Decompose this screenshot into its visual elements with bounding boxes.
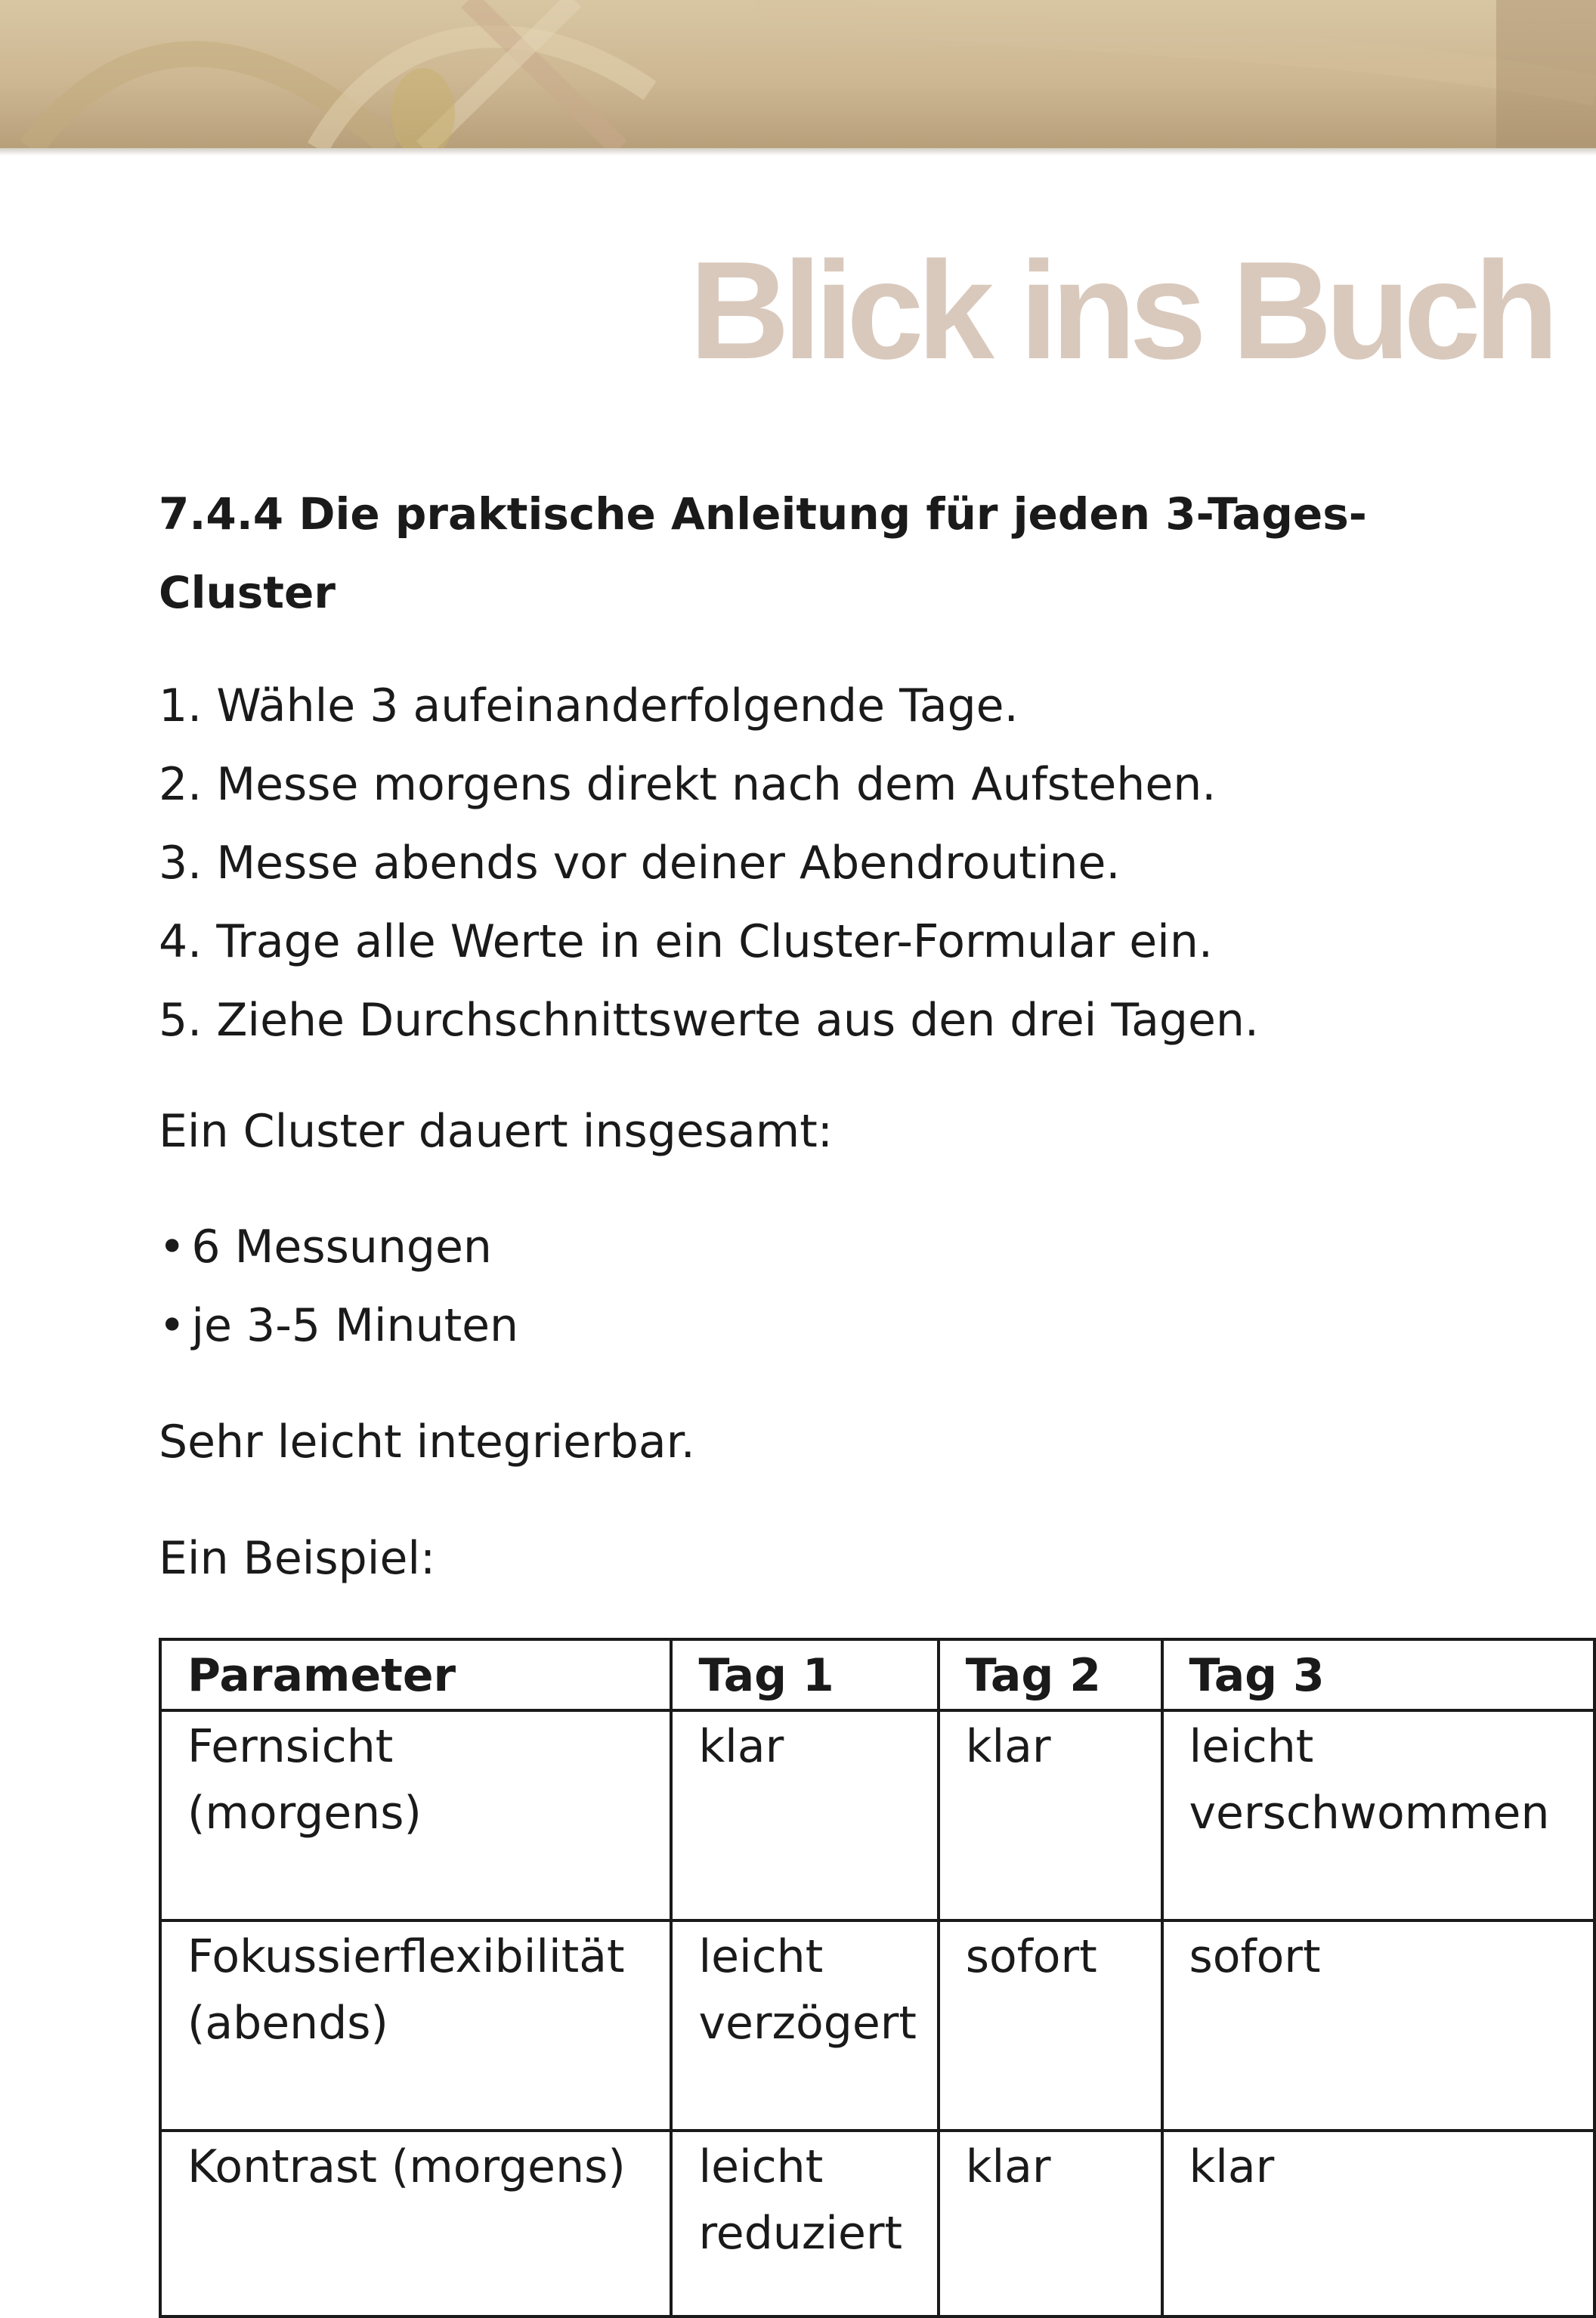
table-cell	[160, 1920, 671, 2131]
cell-text: (abends)	[187, 1997, 388, 2050]
bullet-icon: •	[159, 1299, 186, 1352]
table-header-row	[160, 1639, 1594, 1710]
cell-text: leicht	[698, 2140, 824, 2193]
table-row	[160, 2131, 1594, 2316]
table-cell	[671, 1710, 938, 1920]
example-label: Ein Beispiel:	[159, 1532, 436, 1585]
table-header-cell: Parameter	[160, 1639, 671, 1710]
table-header-cell: Tag 3	[1162, 1639, 1595, 1710]
header-banner	[0, 0, 1596, 148]
table-cell	[939, 1920, 1162, 2131]
table-cell	[1162, 1710, 1595, 1920]
cell-text: Kontrast (morgens)	[187, 2140, 626, 2193]
cluster-intro: Ein Cluster dauert insgesamt:	[159, 1105, 833, 1158]
table-cell	[939, 2131, 1162, 2316]
integration-note: Sehr leicht integrierbar.	[159, 1416, 695, 1468]
table-cell	[671, 1920, 938, 2131]
cell-text: leicht	[1189, 1720, 1314, 1773]
step-item: 2. Messe morgens direkt nach dem Aufstehen.	[159, 758, 1217, 811]
bullet-text: je 3-5 Minuten	[191, 1299, 519, 1352]
table-row	[160, 1710, 1594, 1920]
table-header-cell: Tag 2	[939, 1639, 1162, 1710]
cell-text: klar	[965, 1720, 1051, 1773]
table-cell	[671, 2131, 938, 2316]
cell-text: sofort	[965, 1930, 1097, 1983]
table-row	[160, 1920, 1594, 2131]
table-cell	[160, 1710, 671, 1920]
step-item: 1. Wähle 3 aufeinanderfolgende Tage.	[159, 679, 1019, 732]
cell-text: leicht	[698, 1930, 824, 1983]
cluster-bullets	[159, 1208, 518, 1365]
section-title-line: 7.4.4 Die praktische Anleitung für jeden 3-Tages-	[159, 488, 1367, 540]
cell-text: verschwommen	[1189, 1787, 1550, 1840]
bullet-icon: •	[159, 1221, 186, 1274]
cell-text: klar	[698, 1720, 784, 1773]
bullet-item	[159, 1286, 518, 1365]
table-cell	[1162, 1920, 1595, 2131]
decorative-knot-pattern	[0, 0, 1596, 148]
step-item: 5. Ziehe Durchschnittswerte aus den drei Tagen.	[159, 994, 1259, 1047]
page-heading: Blick ins Buch	[689, 232, 1552, 388]
cell-text: verzögert	[698, 1997, 917, 2050]
table-cell	[939, 1710, 1162, 1920]
bullet-text: 6 Messungen	[191, 1221, 492, 1274]
cell-text: sofort	[1189, 1930, 1321, 1983]
table-header-cell: Tag 1	[671, 1639, 938, 1710]
step-item: 3. Messe abends vor deiner Abendroutine.	[159, 837, 1121, 890]
cell-text: Fokussierflexibilität	[187, 1930, 625, 1983]
bullet-item	[159, 1208, 518, 1286]
instruction-steps	[159, 667, 1259, 1060]
cell-text: Fernsicht	[187, 1720, 394, 1773]
section-title-line: Cluster	[159, 567, 336, 618]
table-cell	[160, 2131, 671, 2316]
banner-shadow	[0, 148, 1596, 156]
cell-text: reduziert	[698, 2207, 903, 2260]
section-title	[159, 475, 1443, 632]
cell-text: (morgens)	[187, 1787, 422, 1840]
step-item: 4. Trage alle Werte in ein Cluster-Formular ein.	[159, 915, 1213, 968]
cell-text: klar	[1189, 2140, 1275, 2193]
cell-text: klar	[965, 2140, 1051, 2193]
example-table	[159, 1638, 1596, 2318]
table-cell	[1162, 2131, 1595, 2316]
